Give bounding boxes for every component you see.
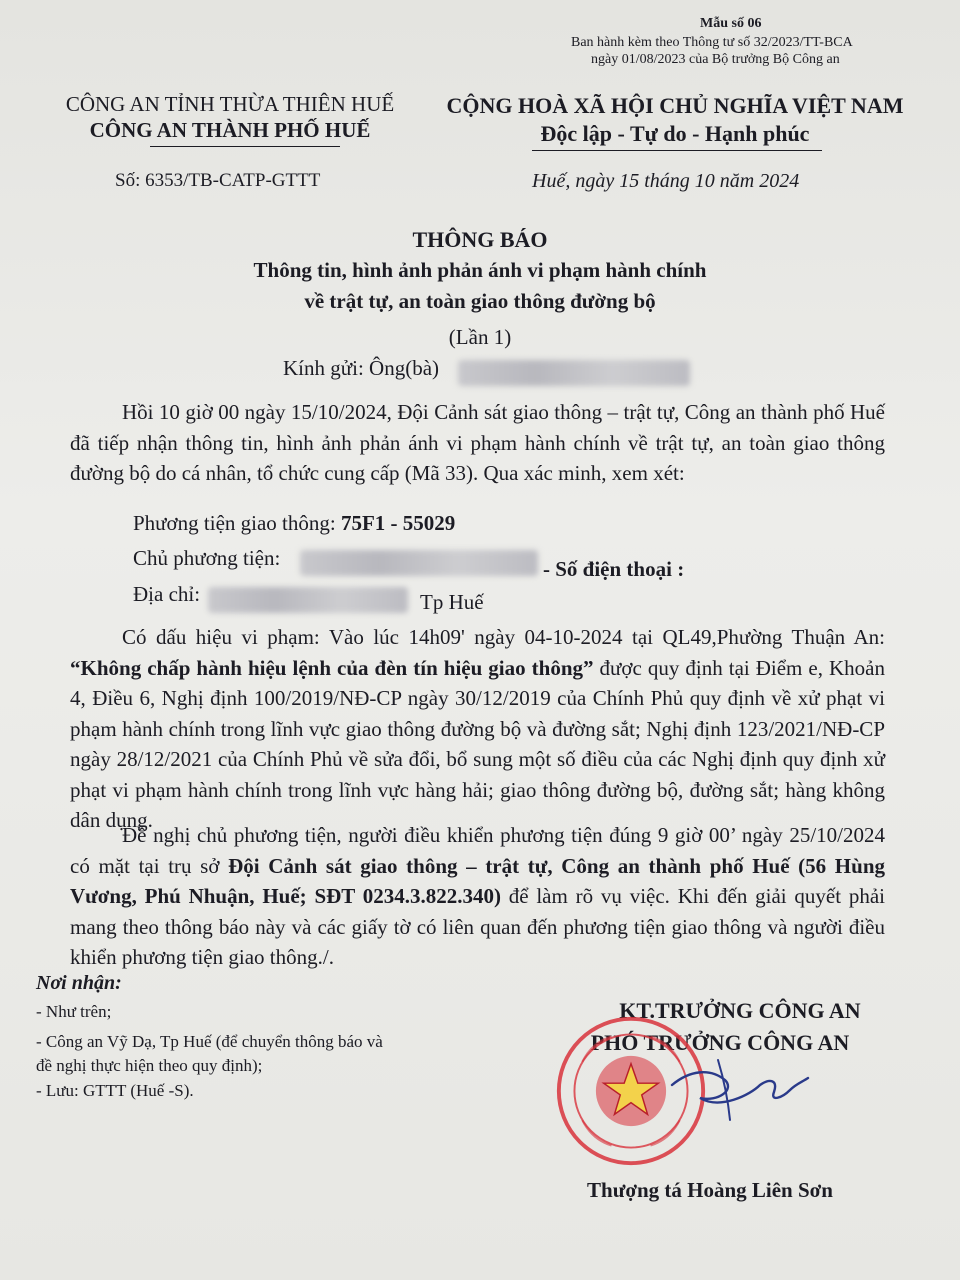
recipient-1: - Như trên;	[36, 1002, 112, 1021]
redacted-name	[458, 360, 690, 386]
agency-underline	[150, 146, 340, 147]
recipients-title: Nơi nhận:	[36, 972, 122, 994]
recipient-2: - Công an Vỹ Dạ, Tp Huế (để chuyển thông báo và	[36, 1032, 383, 1051]
document-date: Huế, ngày 15 tháng 10 năm 2024	[532, 170, 800, 192]
agency-name: CÔNG AN THÀNH PHỐ HUẾ	[89, 118, 371, 142]
recipient-3: - Lưu: GTTT (Huế -S).	[36, 1081, 194, 1100]
intro-text: Hồi 10 giờ 00 ngày 15/10/2024, Đội Cảnh sát giao thông – trật tự, Công an thành phố Huế đã tiếp nhận thông tin, hình ảnh phản ánh vi phạm hành chính về trật tự, an toàn giao thông đường bộ do cá nhân, tổ chức cung cấp (Mã 33). Qua xác minh, xem xét:	[70, 400, 885, 485]
nation-title: CỘNG HOÀ XÃ HỘI CHỦ NGHĨA VIỆT NAM	[446, 93, 904, 118]
violation-legal-basis: được quy định tại Điểm e, Khoản 4, Điều 6, Nghị định 100/2019/NĐ-CP ngày 30/12/2019 của Chính Phủ quy định về xử phạt vi phạm hành chính trong lĩnh vực giao thông đường bộ và đường sắt; Nghị định 123/2021/NĐ-CP ngày 28/12/2021 của Chính Phủ về sửa đổi, bổ sung một số điều của các Nghị định quy định xử phạt vi phạm hành chính trong lĩnh vực hàng hải; giao thông đường bộ, đường sắt; hàng không dân dụng.	[70, 655, 885, 832]
document-title: THÔNG BÁO	[412, 227, 548, 252]
handwritten-signature-icon	[620, 1040, 820, 1130]
violation-paragraph	[70, 622, 885, 836]
nation-motto: Độc lập - Tự do - Hạnh phúc	[540, 121, 810, 146]
vehicle-label: Phương tiện giao thông:	[133, 511, 341, 535]
form-number: Mẫu số 06	[700, 16, 762, 31]
motto-underline	[532, 150, 822, 151]
vehicle-plate: 75F1 - 55029	[340, 511, 456, 535]
redacted-owner	[300, 550, 538, 576]
recipient-2-cont: đề nghị thực hiện theo quy định);	[36, 1056, 263, 1075]
form-issuance-date: ngày 01/08/2023 của Bộ trưởng Bộ Công an	[591, 52, 840, 67]
violation-quote: “Không chấp hành hiệu lệnh của đèn tín hiệu giao thông”	[70, 655, 594, 680]
request-office: Đội Cảnh sát giao thông – trật tự, Công an thành phố Huế (56 Hùng Vương, Phú Nhuận, Huế; SĐT 0234.3.822.340)	[70, 853, 886, 908]
request-intro: Đề nghị chủ phương tiện, người điều khiển phương tiện đúng 9 giờ 00’ ngày 25/10/2024 có mặt tại trụ sở	[70, 823, 885, 878]
signer-title-2: PHÓ TRƯỞNG CÔNG AN	[590, 1030, 850, 1055]
request-details: để làm rõ vụ việc. Khi đến giải quyết phải mang theo thông báo này và các giấy tờ có liên quan đến phương tiện giao thông và người điều khiển phương tiện giao thông./.	[70, 884, 885, 969]
signer-name: Thượng tá Hoàng Liên Sơn	[587, 1178, 833, 1202]
address-city: Tp Huế	[420, 590, 484, 614]
request-paragraph	[70, 820, 885, 973]
violation-intro: Có dấu hiệu vi phạm: Vào lúc 14h09' ngày 04-10-2024 tại QL49,Phường Thuận An:	[122, 625, 885, 649]
vehicle-line	[133, 511, 455, 536]
addressee-label: Kính gửi: Ông(bà)	[283, 356, 440, 380]
agency-parent: CÔNG AN TỈNH THỪA THIÊN HUẾ	[65, 92, 395, 116]
document-subtitle-1: Thông tin, hình ảnh phản ánh vi phạm hành chính	[253, 258, 707, 282]
document-subtitle-2: về trật tự, an toàn giao thông đường bộ	[304, 289, 656, 313]
address-label: Địa chỉ:	[133, 582, 201, 606]
redacted-address	[208, 587, 408, 613]
signer-title-1: KT.TRƯỞNG CÔNG AN	[619, 998, 861, 1023]
owner-label: Chủ phương tiện:	[133, 546, 281, 570]
intro-paragraph	[70, 397, 885, 489]
document-number: Số: 6353/TB-CATP-GTTT	[115, 170, 321, 191]
form-issuance-line: Ban hành kèm theo Thông tư số 32/2023/TT-BCA	[571, 35, 853, 50]
notice-round: (Lần 1)	[448, 325, 512, 349]
phone-label: - Số điện thoại :	[543, 557, 685, 581]
